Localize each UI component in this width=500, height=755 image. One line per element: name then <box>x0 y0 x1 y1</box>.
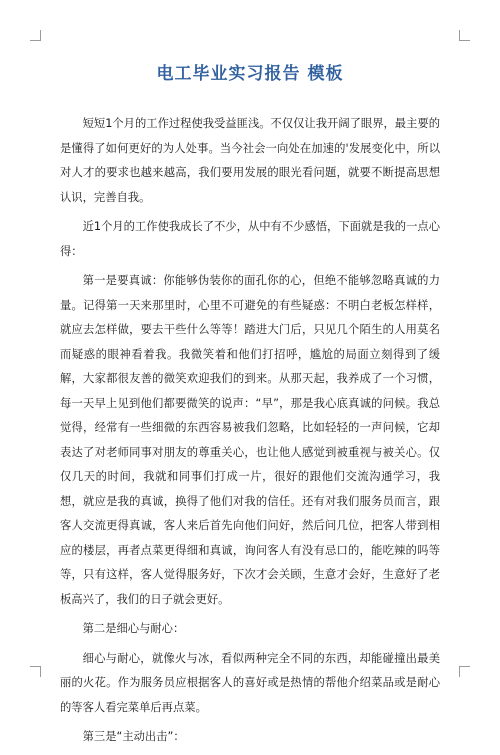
crop-mark-top-left <box>30 30 41 41</box>
document-title: 电工毕业实习报告 模板 <box>156 64 344 84</box>
paragraph-summary-lead: 近1个月的工作使我成长了不少，从中有不少感悟，下面就是我的一点心得： <box>60 220 440 258</box>
paragraph-point-three-heading: 第三是“主动出击”： <box>82 730 185 743</box>
crop-mark-bottom-right <box>459 666 470 677</box>
paragraph-point-two-heading: 第二是细心与耐心： <box>82 622 185 635</box>
paragraph-intro: 短短1个月的工作过程使我受益匪浅。不仅仅让我开阔了眼界，最主要的是懂得了如何更好的为人处事。当今社会一向处在加速的'发展变化中，所以对人才的要求也越来越高，我们要用发展的眼光看问题，就要不断提高思想认识，完善自我。 <box>60 117 440 204</box>
crop-mark-bottom-left <box>30 666 41 677</box>
document-page <box>60 62 440 755</box>
paragraph-point-two-body: 细心与耐心，就像火与冰，看似两种完全不同的东西，却能碰撞出最美丽的火花。作为服务员应根据客人的喜好或是热情的帮他介绍菜品或是耐心的等客人看完菜单后再点菜。 <box>60 651 440 714</box>
paragraph-point-one: 第一是要真诚：你能够伪装你的面孔你的心，但绝不能够忽略真诚的力量。记得第一天来那里时，心里不可避免的有些疑惑：不明白老板怎样样，就应去怎样做，要去干些什么等等！踏进大门后，只见几个陌生的人用莫名而疑惑的眼神看着我。我微笑着和他们打招呼，尴尬的局面立刻得到了缓解，大家都很友善的微笑欢迎我们的到来。从那天起，我养成了一个习惯，每一天早上见到他们都要微笑的说声：“早”，那是我心底真诚的问候。我总觉得，经常有一些细微的东西容易被我们忽略，比如轻轻的一声问候，它却表达了对老师同事对朋友的尊重关心，也让他人感觉到被重视与被关心。仅仅几天的时间，我就和同事们打成一片，很好的跟他们交流沟通学习，我想，就应是我的真诚，换得了他们对我的信任。还有对我们服务员而言，跟客人交流更得真诚，客人来后首先向他们问好，然后问几位，把客人带到相应的楼层，再者点菜更得细和真诚，询问客人有没有忌口的，能吃辣的吗等等，只有这样，客人觉得服务好，下次才会关顾，生意才会好，生意好了老板高兴了，我们的日子就会更好。 <box>60 274 440 606</box>
crop-mark-top-right <box>459 30 470 41</box>
